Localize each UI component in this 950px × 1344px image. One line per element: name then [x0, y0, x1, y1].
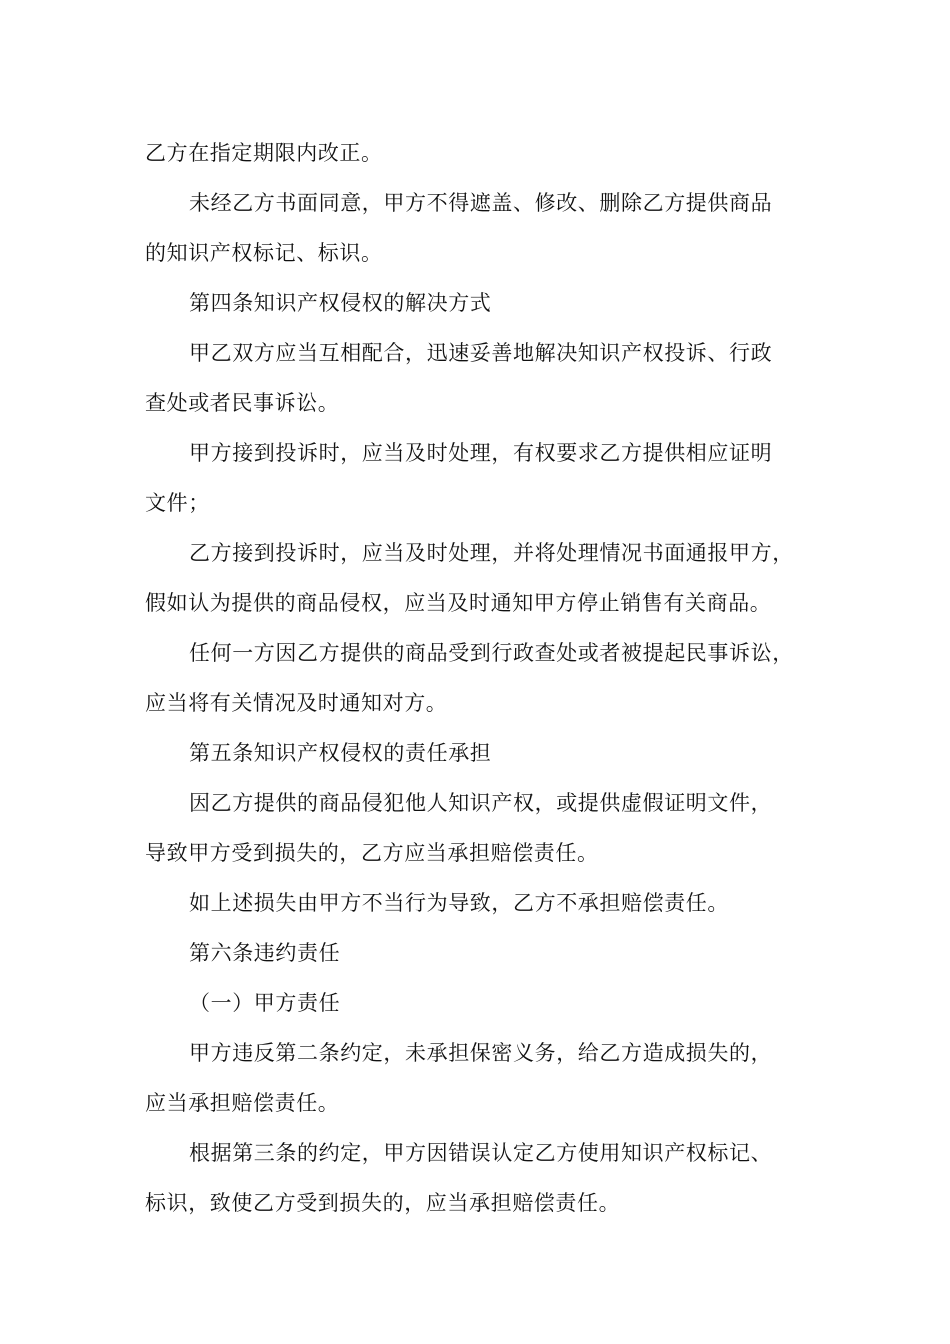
- text-line: 应当将有关情况及时通知对方。: [145, 691, 448, 715]
- paragraph: [145, 178, 810, 278]
- text-line: 第四条知识产权侵权的解决方式: [189, 291, 492, 315]
- text-line: 乙方接到投诉时，应当及时处理，并将处理情况书面通报甲方，: [189, 541, 794, 565]
- text-line: 未经乙方书面同意，甲方不得遮盖、修改、删除乙方提供商品: [189, 191, 773, 215]
- paragraph: [145, 878, 810, 928]
- text-line: 乙方在指定期限内改正。: [145, 141, 383, 165]
- document-body: [145, 128, 810, 1228]
- paragraph: [145, 778, 810, 878]
- text-line: 的知识产权标记、标识。: [145, 241, 383, 265]
- paragraph: [145, 528, 810, 628]
- subsection-heading: [145, 978, 810, 1028]
- paragraph: [145, 628, 810, 728]
- text-line: 根据第三条的约定，甲方因错误认定乙方使用知识产权标记、: [189, 1141, 773, 1165]
- text-line: 导致甲方受到损失的，乙方应当承担赔偿责任。: [145, 841, 599, 865]
- section-heading: [145, 278, 810, 328]
- text-line: 因乙方提供的商品侵犯他人知识产权，或提供虚假证明文件，: [189, 791, 773, 815]
- text-line: 查处或者民事诉讼。: [145, 391, 340, 415]
- text-line: 甲方违反第二条约定，未承担保密义务，给乙方造成损失的，: [189, 1041, 773, 1065]
- paragraph: [145, 128, 810, 178]
- section-heading: [145, 728, 810, 778]
- paragraph: [145, 1128, 810, 1228]
- section-heading: [145, 928, 810, 978]
- paragraph: [145, 328, 810, 428]
- text-line: 第六条违约责任: [189, 941, 341, 965]
- text-line: 如上述损失由甲方不当行为导致，乙方不承担赔偿责任。: [189, 891, 729, 915]
- text-line: 文件；: [145, 491, 210, 515]
- text-line: （一）甲方责任: [189, 991, 341, 1015]
- text-line: 应当承担赔偿责任。: [145, 1091, 340, 1115]
- paragraph: [145, 428, 810, 528]
- text-line: 假如认为提供的商品侵权，应当及时通知甲方停止销售有关商品。: [145, 591, 772, 615]
- text-line: 甲乙双方应当互相配合，迅速妥善地解决知识产权投诉、行政: [189, 341, 773, 365]
- paragraph: [145, 1028, 810, 1128]
- text-line: 甲方接到投诉时，应当及时处理，有权要求乙方提供相应证明: [189, 441, 773, 465]
- text-line: 第五条知识产权侵权的责任承担: [189, 741, 492, 765]
- text-line: 任何一方因乙方提供的商品受到行政查处或者被提起民事诉讼，: [189, 641, 794, 665]
- text-line: 标识，致使乙方受到损失的，应当承担赔偿责任。: [145, 1191, 621, 1215]
